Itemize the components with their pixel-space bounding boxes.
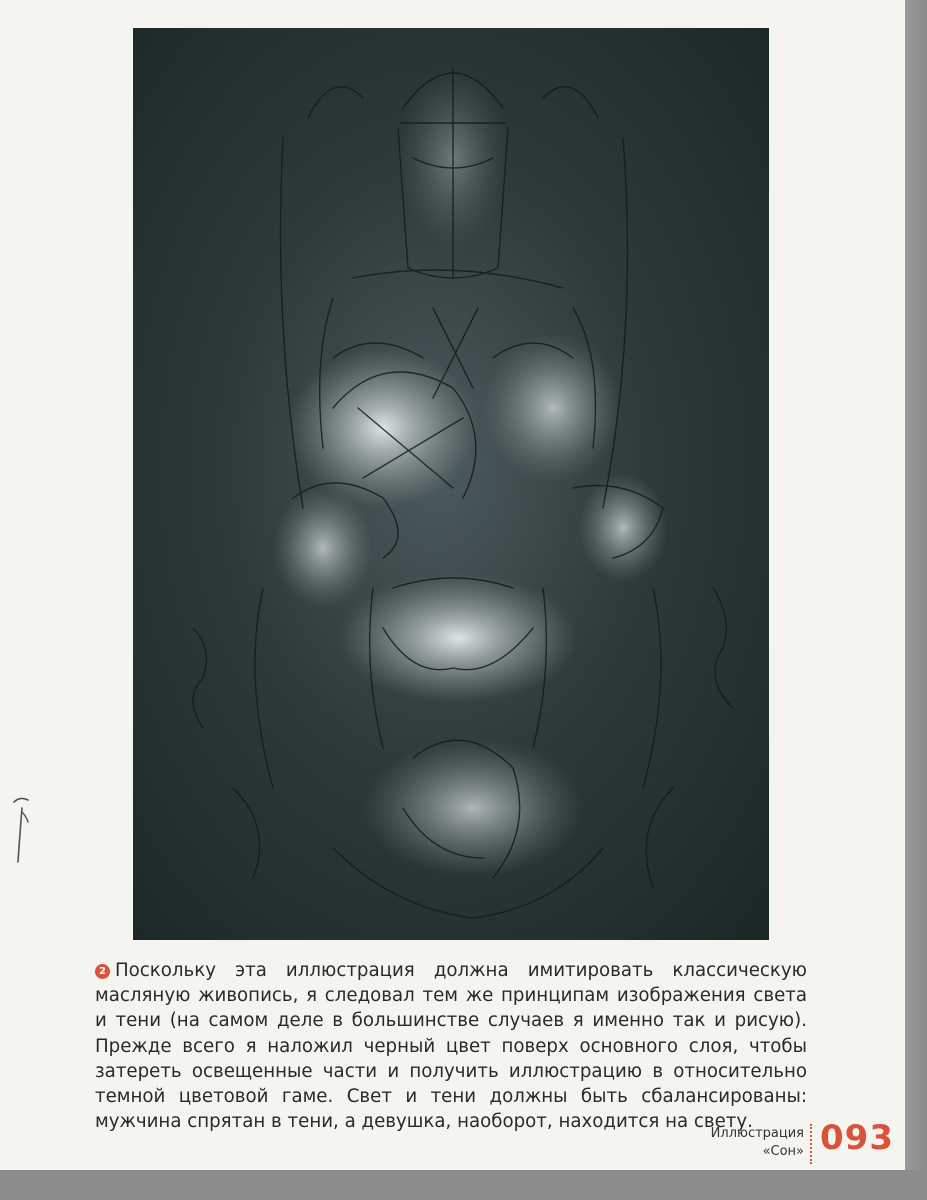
section-label-line2: «Сон» bbox=[762, 1144, 804, 1159]
pencil-margin-mark-icon bbox=[6, 792, 36, 867]
page-number: 093 bbox=[820, 1118, 894, 1158]
caption-paragraph bbox=[95, 958, 807, 1134]
page-bottom-margin bbox=[0, 1170, 927, 1200]
sketch-drawing bbox=[133, 28, 769, 940]
sketch-illustration bbox=[133, 28, 769, 940]
section-label bbox=[711, 1125, 804, 1161]
footer-divider bbox=[810, 1124, 812, 1164]
step-number-badge: 2 bbox=[95, 964, 110, 979]
caption-text: Поскольку эта иллюстрация должна имитировать классическую масляную живопись, я следовал тем же принципам изображения света и тени (на самом деле в большинстве случаев я именно так и рисую). Прежде всего я наложил черный цвет поверх основного слоя, чтобы затереть освещенные части и получить иллюстрацию в относительно темной цветовой гаме. Свет и тени должны быть сбалансированы: мужчина спрятан в тени, а девушка, наоборот, находится на свету. bbox=[95, 960, 807, 1133]
section-label-line1: Иллюстрация bbox=[710, 1126, 804, 1141]
page-edge bbox=[905, 0, 927, 1200]
